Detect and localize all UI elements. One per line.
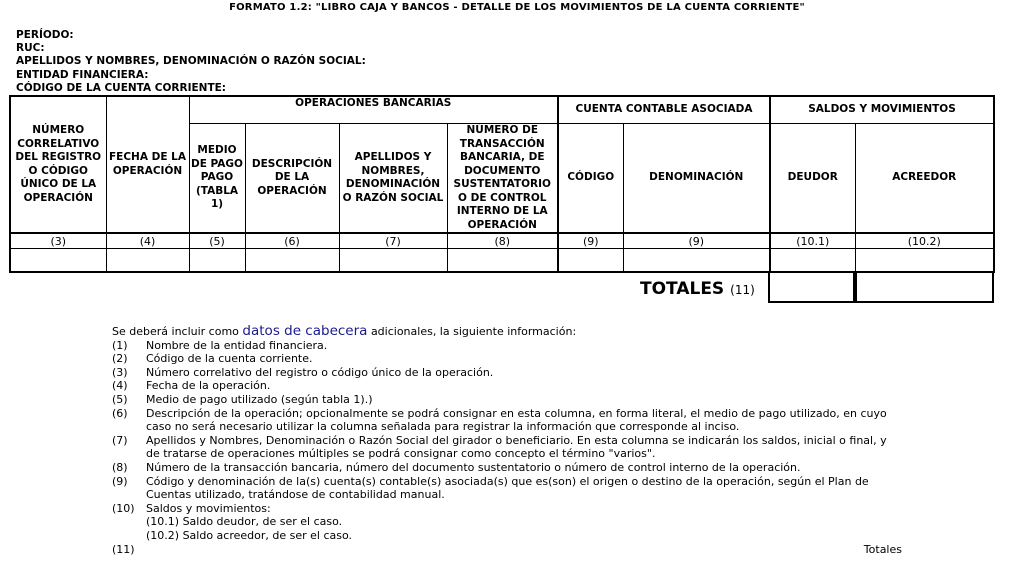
col-header-descripcion: DESCRIPCIÓN DE LA OPERACIÓN	[245, 124, 339, 234]
group-header-operaciones: OPERACIONES BANCARIAS	[189, 96, 558, 124]
item-text: Descripción de la operación; opcionalmente se podrá consignar en esta columna, en forma literal, el medio de pago utilizado, en cuyo caso no será necesario utilizar la columna señalada para registrar la información que corresponde al inciso.	[146, 406, 887, 434]
table-cell	[623, 249, 770, 273]
list-item	[112, 461, 902, 475]
group-header-saldos: SALDOS Y MOVIMIENTOS	[770, 96, 994, 124]
col-number: (3)	[10, 233, 106, 249]
table-cell	[447, 249, 558, 273]
entidad-financiera-label: ENTIDAD FINANCIERA:	[16, 68, 149, 81]
item-text: Totales	[863, 542, 902, 556]
col-number: (4)	[106, 233, 189, 249]
total-deudor-box	[768, 271, 857, 303]
list-item	[112, 393, 902, 407]
totales-ref: (11)	[730, 283, 755, 297]
col-header-fecha: FECHA DE LA OPERACIÓN	[106, 96, 189, 233]
item-text: Fecha de la operación.	[146, 379, 271, 393]
col-header-apellidos: APELLIDOS Y NOMBRES, DENOMINACIÓN O RAZÓN SOCIAL	[339, 124, 447, 234]
item-num: (9)	[112, 474, 128, 488]
notes-section	[112, 325, 902, 556]
col-number: (7)	[339, 233, 447, 249]
col-number: (10.2)	[855, 233, 994, 249]
table-cell	[10, 249, 106, 273]
item-num: (4)	[112, 379, 128, 393]
col-header-numero: NÚMERO CORRELATIVO DEL REGISTRO O CÓDIGO ÚNICO DE LA OPERACIÓN	[10, 96, 106, 233]
item-num: (8)	[112, 460, 128, 474]
ruc-label: RUC:	[16, 42, 45, 55]
item-num: (7)	[112, 433, 128, 447]
item-text: Nombre de la entidad financiera.	[146, 338, 328, 352]
group-header-cuenta: CUENTA CONTABLE ASOCIADA	[558, 96, 770, 124]
item-text: Código de la cuenta corriente.	[146, 352, 313, 366]
col-number: (10.1)	[770, 233, 855, 249]
header-fields	[16, 29, 366, 95]
list-item	[112, 475, 902, 502]
table-cell	[770, 249, 855, 273]
item-num: (10)	[112, 501, 135, 515]
col-number: (9)	[558, 233, 623, 249]
sub-item: (10.2) Saldo acreedor, de ser el caso.	[146, 528, 353, 542]
item-num: (3)	[112, 365, 128, 379]
item-num: (5)	[112, 392, 128, 406]
list-item	[112, 379, 902, 393]
list-item	[112, 366, 902, 380]
notes-intro-after: adicionales, la siguiente información:	[370, 325, 577, 338]
item-num: (1)	[112, 338, 128, 352]
list-item	[112, 502, 902, 516]
table-cell	[189, 249, 245, 273]
col-header-transaccion: NÚMERO DE TRANSACCIÓN BANCARIA, DE DOCUMENTO SUSTENTATORIO O DE CONTROL INTERNO DE LA OPERACIÓN	[447, 124, 558, 234]
total-acreedor-box	[853, 271, 994, 303]
movimientos-table	[9, 95, 995, 273]
table-row	[10, 249, 994, 273]
sub-item: (10.1) Saldo deudor, de ser el caso.	[146, 515, 343, 529]
item-text: Apellidos y Nombres, Denominación o Razón Social del girador o beneficiario. En esta columna se indicarán los saldos, inicial o final, y de tratarse de operaciones múltiples se podrá consignar como concepto el término "varios".	[146, 433, 887, 461]
page-title: FORMATO 1.2: "LIBRO CAJA Y BANCOS - DETALLE DE LOS MOVIMIENTOS DE LA CUENTA CORRIENTE"	[229, 2, 805, 13]
item-text: Número de la transacción bancaria, número del documento sustentatorio o número de control interno de la operación.	[146, 460, 801, 474]
list-item	[112, 407, 902, 434]
totales-label	[640, 279, 755, 299]
notes-intro-highlight: datos de cabecera	[242, 323, 368, 339]
totales-text: TOTALES	[640, 279, 725, 299]
item-num: (6)	[112, 406, 128, 420]
item-text: Código y denominación de la(s) cuenta(s) contable(s) asociada(s) que es(son) el origen o destino de la operación, según el Plan de Cuentas utilizado, tratándose de contabilidad manual.	[146, 474, 869, 502]
list-item	[112, 352, 902, 366]
codigo-cuenta-label: CÓDIGO DE LA CUENTA CORRIENTE:	[16, 81, 226, 94]
list-item	[112, 339, 902, 353]
item-num: (11)	[112, 542, 135, 556]
razon-social-label: APELLIDOS Y NOMBRES, DENOMINACIÓN O RAZÓN SOCIAL:	[16, 55, 366, 68]
col-header-medio-pago: MEDIO DE PAGO PAGO (TABLA 1)	[189, 124, 245, 234]
item-num: (2)	[112, 352, 128, 366]
col-number: (6)	[245, 233, 339, 249]
table-cell	[245, 249, 339, 273]
list-item	[112, 434, 902, 461]
item-text: Saldos y movimientos:	[146, 501, 271, 515]
col-header-codigo: CÓDIGO	[558, 124, 623, 234]
item-text: Número correlativo del registro o código único de la operación.	[146, 365, 494, 379]
table-cell	[106, 249, 189, 273]
col-header-deudor: DEUDOR	[770, 124, 855, 234]
table-cell	[855, 249, 994, 273]
col-number: (9)	[623, 233, 770, 249]
notes-intro	[112, 325, 902, 339]
col-number: (5)	[189, 233, 245, 249]
table-cell	[558, 249, 623, 273]
notes-intro-before: Se deberá incluir como	[112, 325, 239, 338]
list-item	[112, 543, 902, 557]
item-text: Medio de pago utilizado (según tabla 1).)	[146, 392, 373, 406]
col-header-denominacion: DENOMINACIÓN	[623, 124, 770, 234]
col-header-acreedor: ACREEDOR	[855, 124, 994, 234]
periodo-label: PERÍODO:	[16, 29, 74, 41]
table-cell	[339, 249, 447, 273]
col-number: (8)	[447, 233, 558, 249]
